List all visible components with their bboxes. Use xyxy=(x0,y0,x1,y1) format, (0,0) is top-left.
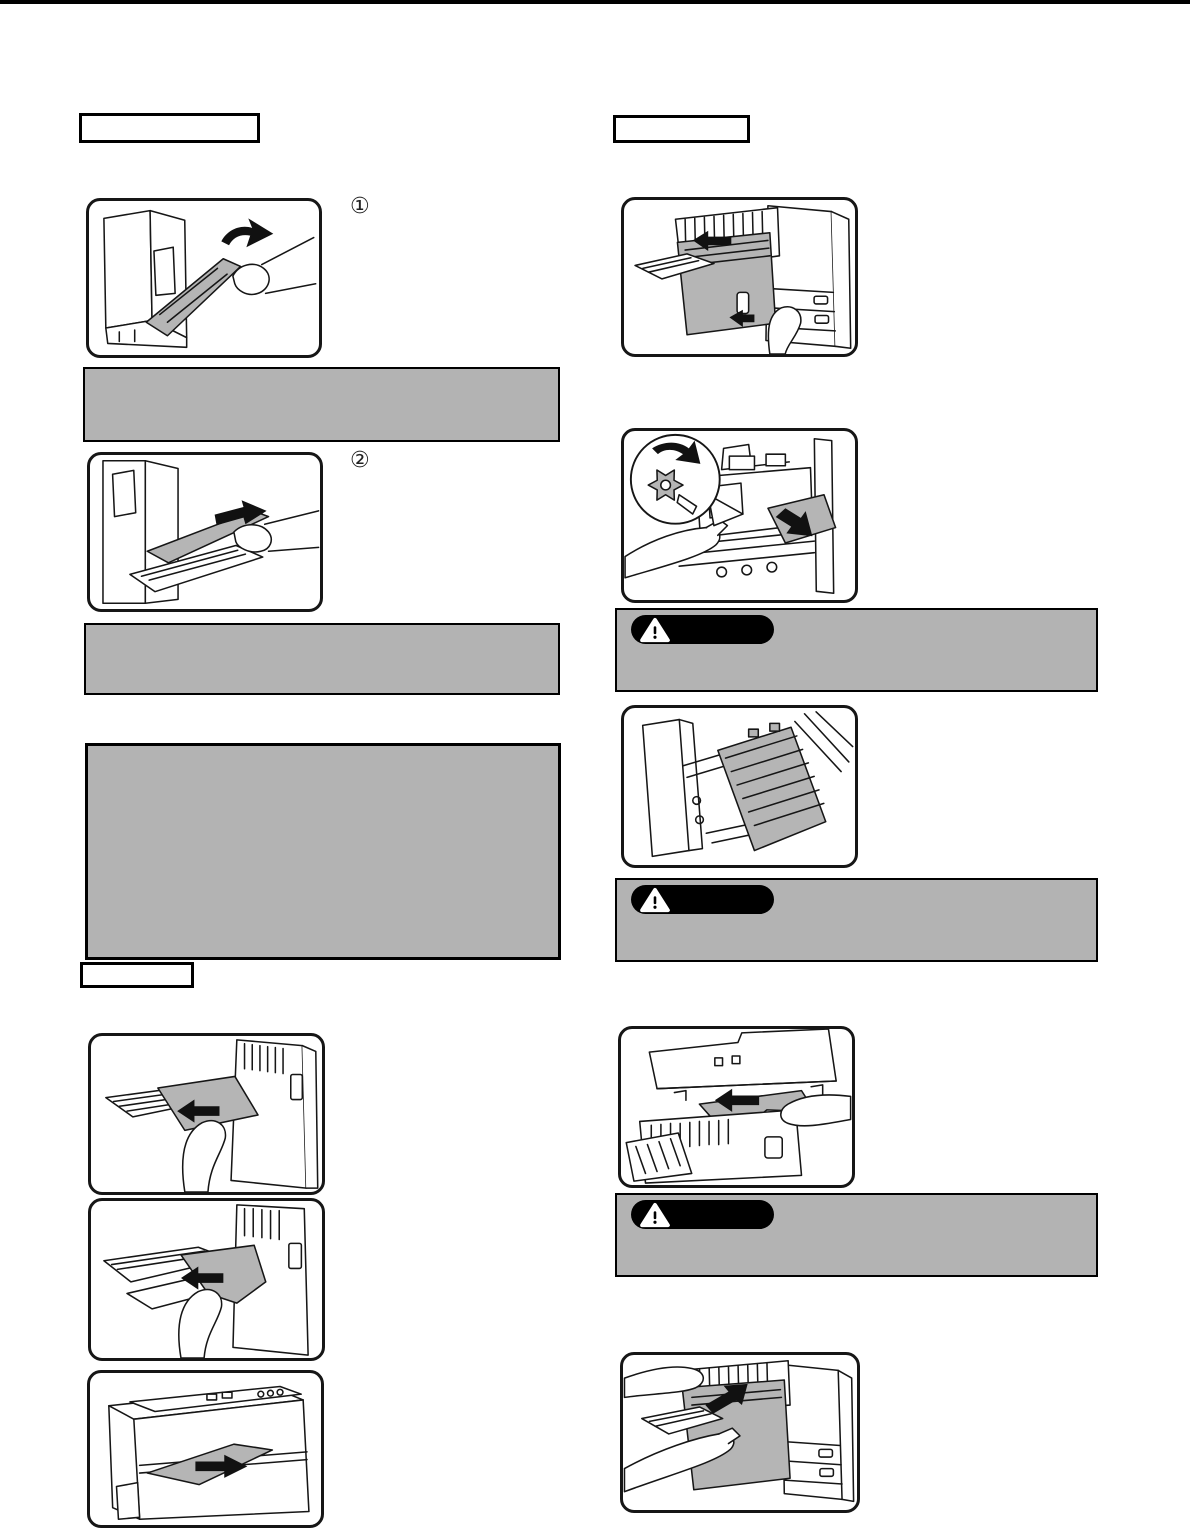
caution-banner-3 xyxy=(615,1193,1098,1277)
page-top-edge-bar xyxy=(0,0,1190,4)
illustration-remove-paper-output-tray xyxy=(87,1370,324,1528)
illustration-open-bypass-tray xyxy=(86,198,322,358)
illustration-close-side-cover xyxy=(620,1352,860,1513)
illustration-remove-paper-lower-transport xyxy=(618,1026,855,1188)
warning-triangle-icon xyxy=(640,887,670,913)
illustration-remove-misfed-paper-bypass xyxy=(87,452,323,612)
illustration-pull-paper-from-side-tray-2 xyxy=(88,1198,325,1361)
caution-label-pill-2 xyxy=(631,885,774,914)
illustration-rotate-knob-remove-paper xyxy=(621,428,858,603)
caution-label-pill-3 xyxy=(631,1200,774,1229)
caution-banner-2 xyxy=(615,878,1098,962)
warning-triangle-icon xyxy=(640,1202,670,1228)
caution-label-pill-1 xyxy=(631,615,774,644)
section-header-box-right xyxy=(613,115,750,143)
illustration-open-side-cover xyxy=(621,197,858,357)
note-box-3 xyxy=(85,743,561,960)
note-box-2 xyxy=(84,623,560,695)
section-header-box-left xyxy=(79,113,260,143)
caution-banner-1 xyxy=(615,608,1098,692)
illustration-pull-paper-from-side-tray-1 xyxy=(88,1033,325,1195)
step-marker-2: ② xyxy=(350,448,370,473)
illustration-fusing-unit-cover xyxy=(621,705,858,868)
sub-section-header-box xyxy=(80,962,194,988)
note-box-1 xyxy=(83,367,560,442)
warning-triangle-icon xyxy=(640,617,670,643)
step-marker-1: ① xyxy=(350,194,370,219)
